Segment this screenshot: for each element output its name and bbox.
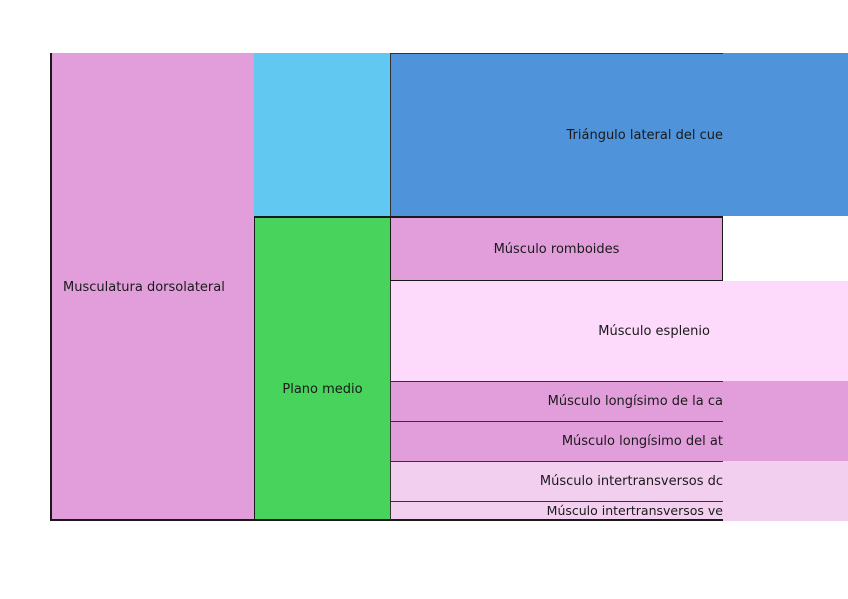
level3-cell-intertransversos-ventrales[interactable] [390,501,723,521]
level3-cell-longisimo-cabeza[interactable] [390,381,723,421]
bottom-border [50,519,390,521]
level3-ext-esplenio [723,281,848,381]
level3-label-3: Músculo longísimo de la ca [547,394,723,409]
level2-cell-plano-medio[interactable] [254,216,390,521]
level3-label-5: Músculo intertransversos dc [539,474,723,489]
level3-cell-esplenio[interactable] [390,281,723,381]
level2-label-1: Plano medio [282,381,363,397]
level1-cell-musculatura-dorsolateral[interactable] [50,53,254,521]
level3-label-2: Músculo esplenio [598,323,710,339]
level3-cell-triangulo-lateral[interactable] [390,53,723,216]
level3-label-0: Triángulo lateral del cue [566,127,723,143]
level3-label-1: Músculo romboides [493,241,620,257]
level3-label-4: Músculo longísimo del at [561,434,723,449]
level3-label-6: Músculo intertransversos ve [546,503,723,518]
level3-cell-intertransversos-dorsales[interactable] [390,461,723,501]
level3-cell-longisimo-atlas[interactable] [390,421,723,461]
level2-cell-blue[interactable] [254,53,390,216]
level3-ext-triangulo [723,53,848,216]
left-border-line [50,53,52,521]
level3-cell-romboides[interactable] [390,216,723,281]
level3-ext-intertransversos [723,461,848,521]
level3-ext-longisimo [723,381,848,461]
level1-label: Musculatura dorsolateral [63,279,225,295]
